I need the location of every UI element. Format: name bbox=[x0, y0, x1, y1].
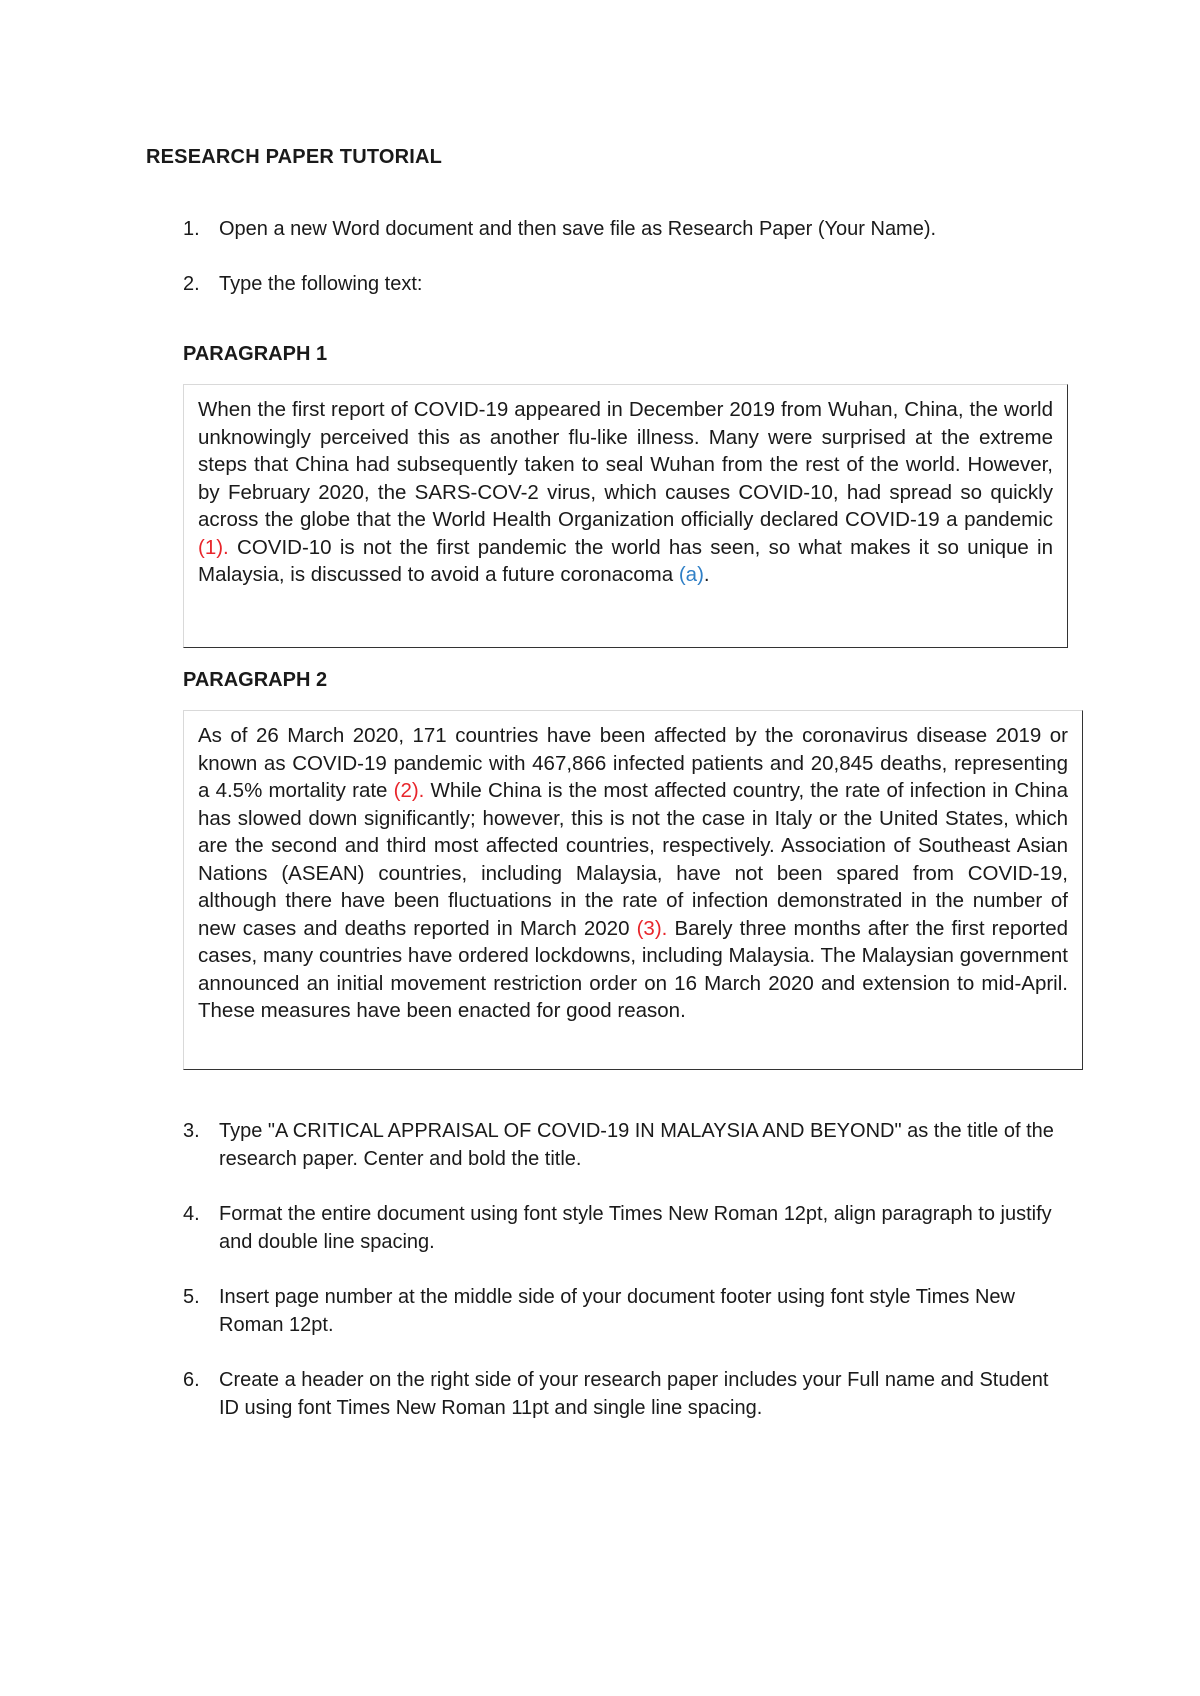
step-6 bbox=[183, 1366, 1063, 1422]
paragraph-2-text: As of 26 March 2020, 171 countries have been affected by the coronavirus disease 2019 or known as COVID-19 pandemic with 467,866 infected patients and 20,845 deaths, representing a 4.5% mortality rate bbox=[198, 724, 1068, 802]
step-number: 4. bbox=[183, 1203, 200, 1225]
paragraph-2-text: While China is the most affected country, the rate of infection in China has slowed down significantly; however, this is not the case in Italy or the United States, which are the second and third most affected countries, respectively. Association of Southeast Asian Nations (ASEAN) countries, including Malaysia, have not been spared from COVID-19, although there have been fluctuations in the rate of infection demonstrated in the number of new cases and deaths reported in March 2020 bbox=[198, 779, 1068, 940]
step-5 bbox=[183, 1283, 1063, 1339]
paragraph-2-heading: PARAGRAPH 2 bbox=[183, 669, 328, 691]
paragraph-2-text: Barely three months after the first reported cases, many countries have ordered lockdowns, including Malaysia. The Malaysian government announced an initial movement restriction order on 16 March 2020 and extension to mid-April. These measures have been enacted for good reason. bbox=[198, 916, 1068, 1022]
step-3 bbox=[183, 1117, 1063, 1173]
step-2 bbox=[183, 270, 1063, 298]
step-text: Format the entire document using font style Times New Roman 12pt, align paragraph to justify and double line spacing. bbox=[219, 1203, 1052, 1253]
citation-ref: (3). bbox=[636, 916, 668, 940]
step-1 bbox=[183, 215, 1063, 243]
paragraph-1-text: . bbox=[703, 563, 710, 586]
paragraph-2-box bbox=[183, 710, 1083, 1070]
paragraph-1-box bbox=[183, 384, 1068, 648]
step-text: Type the following text: bbox=[219, 273, 423, 295]
paragraph-1-heading: PARAGRAPH 1 bbox=[183, 343, 328, 365]
step-text: Insert page number at the middle side of your document footer using font style Times New Roman 12pt. bbox=[219, 1286, 1015, 1336]
step-number: 5. bbox=[183, 1286, 200, 1308]
step-text: Open a new Word document and then save file as Research Paper (Your Name). bbox=[219, 218, 937, 240]
step-number: 6. bbox=[183, 1369, 200, 1391]
step-number: 1. bbox=[183, 218, 200, 240]
citation-ref: (1). bbox=[198, 535, 229, 559]
step-number: 3. bbox=[183, 1120, 200, 1142]
citation-ref: (2). bbox=[393, 779, 425, 802]
step-number: 2. bbox=[183, 273, 200, 295]
step-4 bbox=[183, 1200, 1063, 1256]
page-title: RESEARCH PAPER TUTORIAL bbox=[146, 146, 443, 168]
step-text: Create a header on the right side of your research paper includes your Full name and Student ID using font Times New Roman 11pt and single line spacing. bbox=[219, 1369, 1049, 1419]
step-text: Type "A CRITICAL APPRAISAL OF COVID-19 IN MALAYSIA AND BEYOND" as the title of the research paper. Center and bold the title. bbox=[219, 1120, 1054, 1170]
citation-ref: (a) bbox=[678, 563, 704, 586]
paragraph-1-text: COVID-10 is not the first pandemic the world has seen, so what makes it so unique in Malaysia, is discussed to avoid a future coronacoma bbox=[198, 535, 1053, 586]
paragraph-1-text: When the first report of COVID-19 appeared in December 2019 from Wuhan, China, the world unknowingly perceived this as another flu-like illness. Many were surprised at the extreme steps that China had subsequently taken to seal Wuhan from the rest of the world. However, by February 2020, the SARS-COV-2 virus, which causes COVID-10, had spread so quickly across the globe that the World Health Organization officially declared COVID-19 a pandemic bbox=[198, 398, 1053, 531]
